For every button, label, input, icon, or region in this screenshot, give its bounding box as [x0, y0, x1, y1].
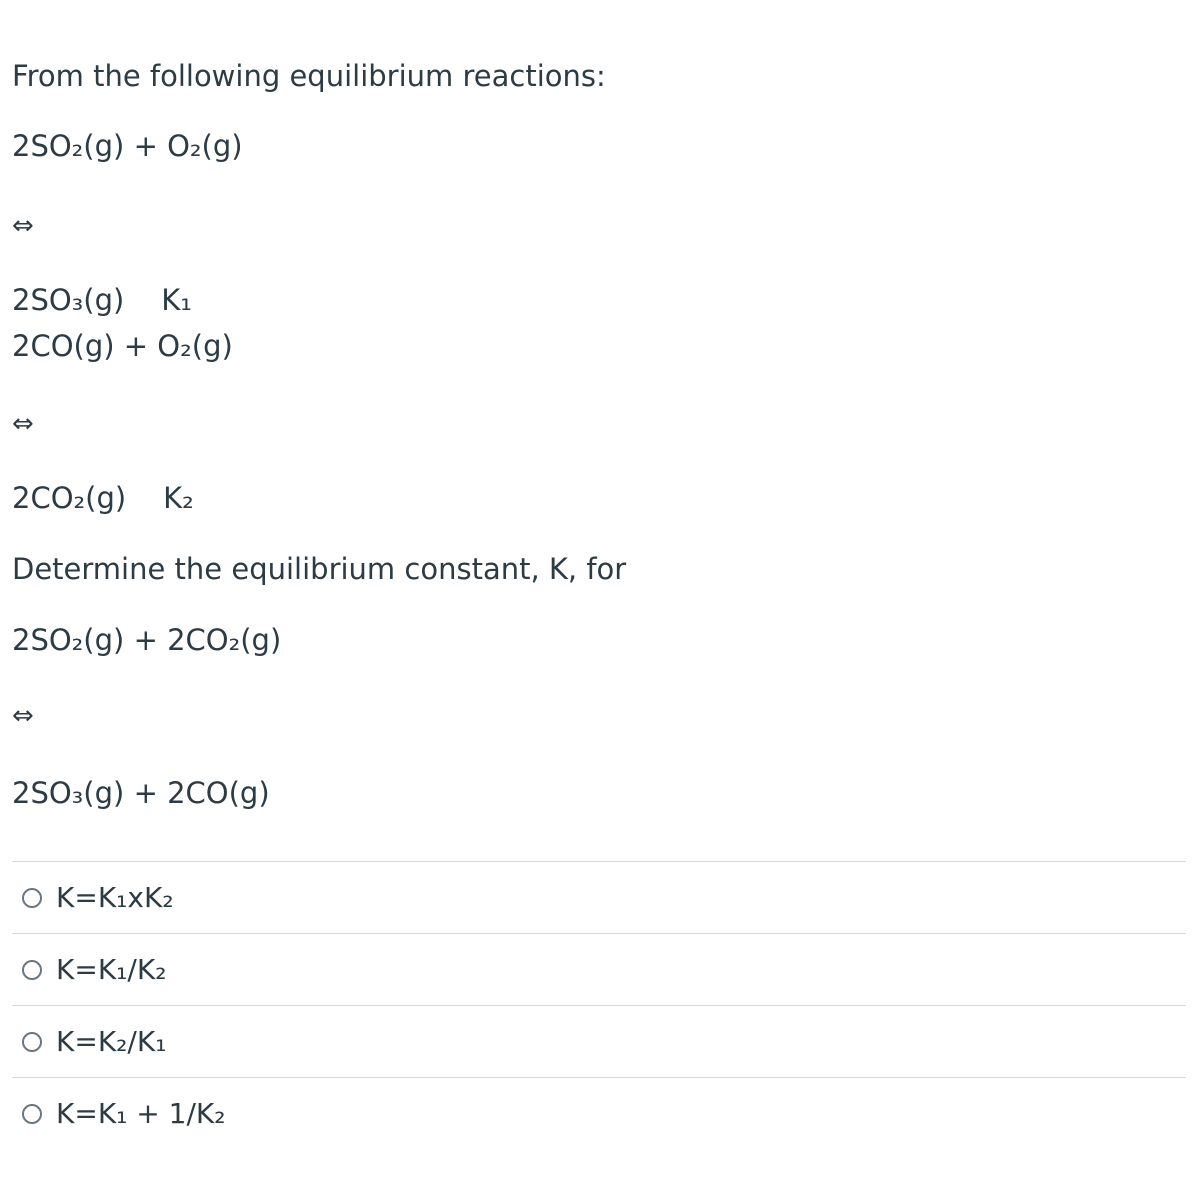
radio-button[interactable]: [22, 1104, 42, 1124]
answer-option[interactable]: [12, 1077, 1186, 1149]
question-intro: From the following equilibrium reactions:: [12, 59, 606, 93]
answer-option[interactable]: [12, 861, 1186, 933]
equilibrium-arrow-icon: ⇔: [12, 409, 34, 439]
reaction1-products-formula: 2SO₃(g): [12, 283, 125, 317]
reaction2-constant: K₂: [163, 481, 194, 515]
reaction2-products-formula: 2CO₂(g): [12, 481, 127, 515]
radio-button[interactable]: [22, 1032, 42, 1052]
answer-option-label[interactable]: K=K₁ + 1/K₂: [56, 1096, 226, 1130]
reaction1-products: [12, 282, 192, 318]
answer-option-label[interactable]: K=K₁/K₂: [56, 952, 167, 986]
reaction1-reactants: 2SO₂(g) + O₂(g): [12, 129, 243, 163]
answer-option-label[interactable]: K=K₂/K₁: [56, 1024, 167, 1058]
target-products: 2SO₃(g) + 2CO(g): [12, 776, 270, 810]
reaction2-products: [12, 480, 194, 516]
reaction2-reactants: 2CO(g) + O₂(g): [12, 329, 233, 363]
answer-option[interactable]: [12, 933, 1186, 1005]
radio-button[interactable]: [22, 888, 42, 908]
answer-option[interactable]: [12, 1005, 1186, 1077]
reaction1-constant: K₁: [161, 283, 192, 317]
answer-option-label[interactable]: K=K₁xK₂: [56, 880, 174, 914]
radio-button[interactable]: [22, 960, 42, 980]
question-prompt: Determine the equilibrium constant, K, for: [12, 552, 627, 586]
target-reactants: 2SO₂(g) + 2CO₂(g): [12, 623, 282, 657]
equilibrium-arrow-icon: ⇔: [12, 211, 34, 241]
answer-options: [12, 861, 1186, 1149]
equilibrium-arrow-icon: ⇔: [12, 701, 34, 731]
